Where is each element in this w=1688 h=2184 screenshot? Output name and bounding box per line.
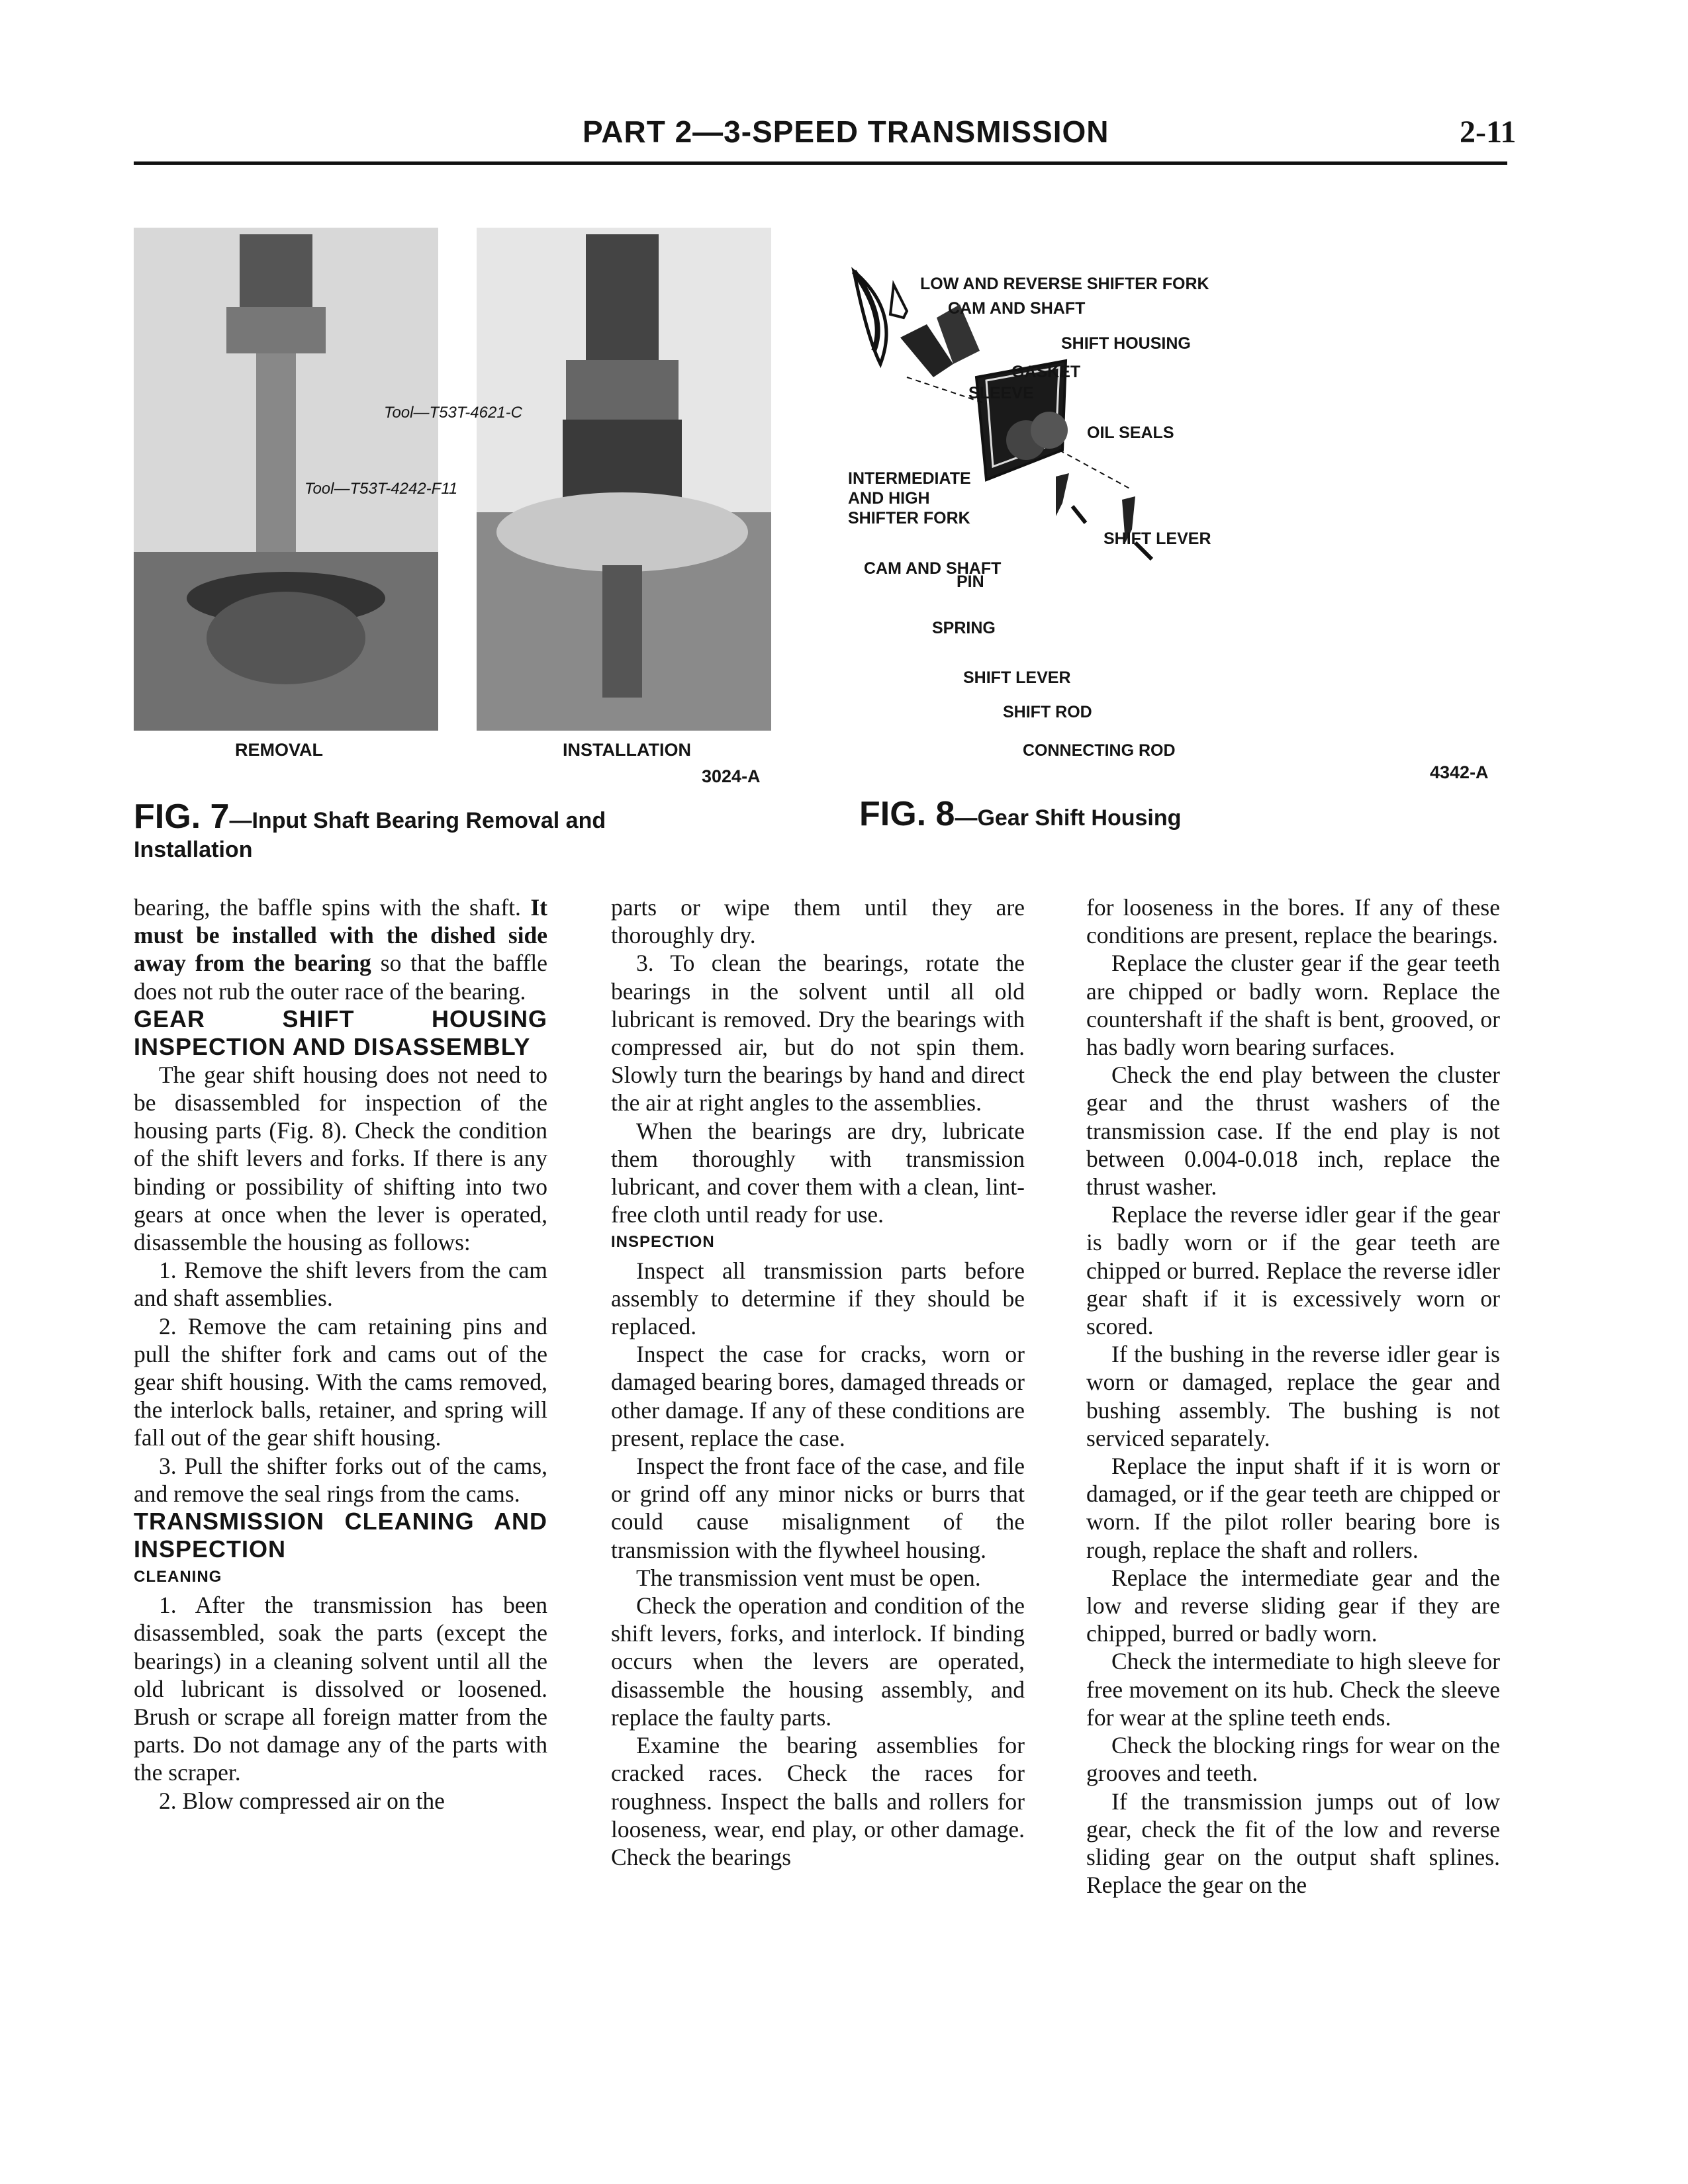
label-sleeve: SLEEVE	[968, 384, 1034, 402]
paragraph: When the bearings are dry, lubricate them thoroughly with transmission lubricant, and cover them with a clean, lint-free cloth until ready for use.	[611, 1117, 1025, 1228]
label-connecting-rod: CONNECTING ROD	[1023, 741, 1176, 760]
label-shift-lever-bottom: SHIFT LEVER	[963, 668, 1071, 687]
paragraph: If the transmission jumps out of low gear, check the fit of the low and reverse sliding gear on the output shaft splines. Replace the gear on the	[1086, 1788, 1500, 1899]
paragraph: 1. Remove the shift levers from the cam and shaft assemblies.	[134, 1257, 547, 1312]
paragraph: Inspect the front face of the case, and file or grind off any minor nicks or burrs that could cause misalignment of the transmission with the flywheel housing.	[611, 1453, 1025, 1563]
paragraph: 3. To clean the bearings, rotate the bearings in the solvent until all old lubricant is removed. Dry the bearings with compressed air, but do not spin them. Slowly turn the bearings by hand and direct the air at right angles to the assemblies.	[611, 950, 1025, 1116]
paragraph: Check the operation and condition of the shift levers, forks, and interlock. If binding occurs when the levers are operated, disassemble the housing assembly, and replace the faulty parts.	[611, 1592, 1025, 1731]
section-heading: GEAR SHIFT HOUSING INSPECTION AND DISASSEMBLY	[134, 1005, 547, 1060]
removal-caption: REMOVAL	[235, 740, 323, 760]
paragraph: Check the blocking rings for wear on the grooves and teeth.	[1086, 1732, 1500, 1787]
tool2-label: Tool—T53T-4242-F11	[305, 480, 458, 498]
paragraph: Examine the bearing assemblies for cracked races. Check the races for roughness. Inspect the balls and rollers for looseness, wear, end play, or other damage. Check the bearings	[611, 1732, 1025, 1870]
label-low-reverse-fork: LOW AND REVERSE SHIFTER FORK	[920, 275, 1209, 293]
paragraph: 2. Blow compressed air on the	[159, 1787, 445, 1814]
paragraph: Replace the intermediate gear and the low and reverse sliding gear if they are chipped, burred or badly worn.	[1086, 1564, 1500, 1647]
paragraph: Inspect the case for cracks, worn or damaged bearing bores, damaged threads or other damage. If any of these conditions are present, replace the case.	[611, 1341, 1025, 1451]
paragraph: Check the intermediate to high sleeve for free movement on its hub. Check the sleeve for wear at the spline teeth ends.	[1086, 1648, 1500, 1731]
fig8-caption: FIG. 8—Gear Shift Housing	[859, 795, 1182, 833]
fig7-caption: FIG. 7—Input Shaft Bearing Removal and Installation	[134, 797, 606, 862]
paragraph: Check the end play between the cluster gear and the thrust washers of the transmission case. If the end play is not between 0.004-0.018 inch, replace the thrust washer.	[1086, 1062, 1500, 1201]
paragraph: 1. After the transmission has been disassembled, soak the parts (except the bearings) in a cleaning solvent until all the old lubricant is dissolved or loosened. Brush or scrape all foreign matter from the parts. Do not damage any of the parts with the scraper.	[134, 1592, 547, 1786]
installation-photo	[477, 228, 771, 731]
paragraph: for looseness in the bores. If any of these conditions are present, replace the bearings.	[1086, 894, 1500, 949]
subheading: CLEANING	[134, 1568, 222, 1586]
removal-photo	[134, 228, 438, 731]
section-heading: TRANSMISSION CLEANING AND INSPECTION	[134, 1508, 547, 1563]
label-cam-shaft-bottom: CAM AND SHAFT	[864, 559, 1002, 578]
paragraph: Replace the reverse idler gear if the gear is badly worn or if the gear teeth are chipped or burred. Replace the reverse idler gear shaft if it is excessively worn or scored.	[1086, 1201, 1500, 1340]
text-column-3	[1086, 893, 1500, 1899]
label-shift-lever-right: SHIFT LEVER	[1103, 529, 1211, 548]
subheading: INSPECTION	[611, 1233, 715, 1251]
header-rule	[134, 161, 1507, 165]
paragraph: parts or wipe them until they are thoroughly dry.	[611, 894, 1025, 949]
paragraph: Replace the cluster gear if the gear teeth are chipped or badly worn. Replace the countershaft if the shaft is bent, grooved, or has badly worn bearing surfaces.	[1086, 950, 1500, 1061]
paragraph: The gear shift housing does not need to be disassembled for inspection of the housing parts (Fig. 8). Check the condition of the shift levers and forks. If there is any binding or possibility of shifting into two gears at once when the lever is operated, disassemble the housing as follows:	[134, 1061, 547, 1256]
label-intermediate-high-fork: INTERMEDIATE AND HIGH SHIFTER FORK	[848, 469, 971, 527]
paragraph: 2. Remove the cam retaining pins and pull the shifter fork and cams out of the gear shift housing. With the cams removed, the interlock balls, retainer, and spring will fall out of the gear shift housing.	[134, 1312, 547, 1451]
label-pin: PIN	[957, 572, 984, 591]
paragraph: The transmission vent must be open.	[636, 1564, 981, 1591]
paragraph: 3. Pull the shifter forks out of the cams, and remove the seal rings from the cams.	[134, 1452, 547, 1507]
label-shift-housing: SHIFT HOUSING	[1061, 334, 1191, 353]
fig7-code: 3024-A	[702, 766, 761, 786]
fig8-code: 4342-A	[1430, 762, 1489, 782]
paragraph: Replace the input shaft if it is worn or damaged, or if the gear teeth are chipped or worn. If the pilot roller bearing bore is rough, replace the shaft and rollers.	[1086, 1453, 1500, 1563]
installation-caption: INSTALLATION	[563, 740, 691, 760]
label-shift-rod: SHIFT ROD	[1003, 703, 1092, 721]
paragraph: bearing, the baffle spins with the shaft. It must be installed with the dished side away from the bearing so that the baffle does not rub the outer race of the bearing.	[134, 894, 547, 1005]
page-number: 2-11	[1460, 114, 1517, 150]
page-header: PART 2—3-SPEED TRANSMISSION	[583, 114, 1109, 149]
tool1-label: Tool—T53T-4621-C	[384, 404, 523, 422]
text-column-1	[134, 893, 547, 1815]
label-cam-shaft-top: CAM AND SHAFT	[948, 299, 1086, 318]
label-oil-seals: OIL SEALS	[1087, 424, 1174, 442]
text-column-2	[611, 893, 1025, 1871]
label-spring: SPRING	[932, 619, 996, 637]
paragraph: If the bushing in the reverse idler gear is worn or damaged, replace the gear and bushing assembly. The bushing is not serviced separately.	[1086, 1341, 1500, 1451]
label-gasket: GASKET	[1011, 363, 1081, 381]
paragraph: Inspect all transmission parts before assembly to determine if they should be replaced.	[611, 1257, 1025, 1340]
